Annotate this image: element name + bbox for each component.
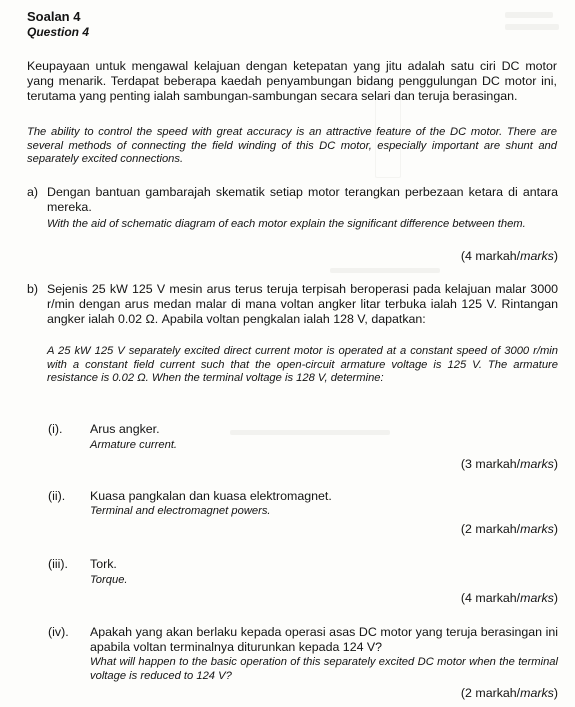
subpart-iii-text-en: Torque. bbox=[90, 574, 128, 586]
part-a-text-en: With the aid of schematic diagram of each motor explain the significant difference between them. bbox=[47, 218, 526, 230]
part-a-marks: (4 markah/marks) bbox=[460, 249, 558, 263]
subpart-i-label: (i). bbox=[48, 422, 63, 436]
subpart-i-marks: (3 markah/marks) bbox=[460, 457, 558, 471]
bleed-through-mark bbox=[330, 268, 440, 273]
part-a-text: Dengan bantuan gambarajah skematik setiap motor terangkan perbezaan ketara di antara mereka. bbox=[47, 185, 558, 214]
intro-text-en: The ability to control the speed with great accuracy is an attractive feature of the DC motor. There are several methods of connecting the field winding of this DC motor, especially important are shunt and separately excited connections. bbox=[27, 126, 557, 165]
subpart-iv-text-en: What will happen to the basic operation of this separately excited DC motor when the terminal voltage is reduced to 124 V? bbox=[90, 656, 558, 682]
subpart-ii-marks: (2 markah/marks) bbox=[460, 522, 558, 536]
subpart-iv-marks: (2 markah/marks) bbox=[460, 686, 558, 700]
subpart-iv-label: (iv). bbox=[48, 625, 69, 639]
part-b-text: Sejenis 25 kW 125 V mesin arus terus teruja terpisah beroperasi pada kelajuan malar 3000 r/min dengan arus medan malar di mana voltan angker litar terbuka ialah 125 V. Rintangan angker ialah 0.02 Ω. Apabila voltan pengkalan ialah 128 V, dapatkan: bbox=[47, 282, 558, 326]
subpart-iii-text: Tork. bbox=[90, 557, 117, 571]
intro-text: Keupayaan untuk mengawal kelajuan dengan ketepatan yang jitu adalah satu ciri DC motor yang menarik. Terdapat beberapa kaedah penyambungan bidang penggulungan DC motor ini, terutama yang penting ialah sambungan-sambungan secara selari dan teruja berasingan. bbox=[27, 59, 557, 103]
subpart-iii-label: (iii). bbox=[48, 557, 68, 571]
subpart-ii-text: Kuasa pangkalan dan kuasa elektromagnet. bbox=[90, 489, 332, 503]
part-b-text-en: A 25 kW 125 V separately excited direct current motor is operated at a constant speed of 3000 r/min with a constant field current such that the open-circuit armature voltage is 125 V. The armature resistance is 0.02 Ω. When the terminal voltage is 128 V, determine: bbox=[47, 345, 558, 384]
subpart-i-text-en: Armature current. bbox=[90, 439, 178, 451]
part-a-label: a) bbox=[27, 185, 39, 199]
subpart-iv-text: Apakah yang akan berlaku kepada operasi asas DC motor yang teruja berasingan ini apabila voltan terminalnya diturunkan kepada 124 V? bbox=[90, 625, 558, 654]
question-title-en: Question 4 bbox=[27, 25, 90, 39]
part-b-label: b) bbox=[27, 282, 39, 296]
bleed-through-mark bbox=[505, 24, 559, 30]
subpart-iii-marks: (4 markah/marks) bbox=[460, 591, 558, 605]
question-title: Soalan 4 bbox=[27, 9, 81, 24]
bleed-through-mark bbox=[505, 12, 553, 18]
subpart-ii-text-en: Terminal and electromagnet powers. bbox=[90, 505, 271, 517]
subpart-i-text: Arus angker. bbox=[90, 422, 160, 436]
subpart-ii-label: (ii). bbox=[48, 489, 66, 503]
